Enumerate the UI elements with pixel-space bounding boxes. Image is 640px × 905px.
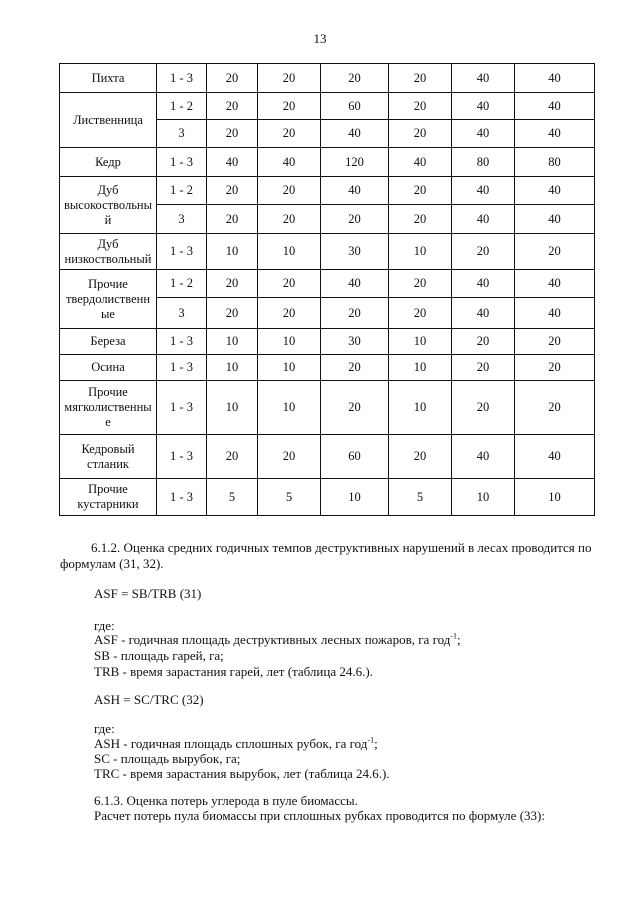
paragraph-calculation: Расчет потерь пула биомассы при сплошных рубках проводится по формуле (33): (94, 808, 545, 823)
age-class-cell: 1 - 3 (157, 435, 207, 479)
species-name-cell: Дуб высокоствольны й (60, 177, 157, 234)
value-cell: 40 (452, 93, 515, 120)
sc-definition: SC - площадь вырубок, га; (94, 751, 241, 766)
table-row (60, 234, 595, 270)
asf-definition: ASF - годичная площадь деструктивных лесных пожаров, га год$^{-1}$; (94, 631, 461, 647)
value-cell: 20 (207, 177, 258, 205)
value-cell: 20 (207, 270, 258, 298)
age-class-cell: 1 - 3 (157, 148, 207, 177)
value-cell: 20 (452, 381, 515, 435)
table-row (60, 270, 595, 298)
value-cell: 40 (258, 148, 321, 177)
value-cell: 40 (452, 205, 515, 234)
value-cell: 20 (321, 64, 389, 93)
value-cell: 20 (389, 120, 452, 148)
value-cell: 40 (452, 177, 515, 205)
table-row (60, 329, 595, 355)
age-class-cell: 1 - 3 (157, 329, 207, 355)
table-row (60, 177, 595, 205)
value-cell: 20 (207, 205, 258, 234)
trb-definition: TRB - время зарастания гарей, лет (таблица 24.6.). (94, 664, 373, 679)
species-name-cell: Дуб низкоствольный (60, 234, 157, 270)
value-cell: 20 (321, 355, 389, 381)
value-cell: 20 (258, 93, 321, 120)
age-class-cell: 3 (157, 298, 207, 329)
value-cell: 20 (207, 93, 258, 120)
value-cell: 20 (389, 205, 452, 234)
formula-32: ASH = SC/TRC (32) (94, 692, 204, 707)
species-name-cell: Осина (60, 355, 157, 381)
value-cell: 20 (515, 355, 595, 381)
value-cell: 40 (515, 435, 595, 479)
value-cell: 20 (207, 435, 258, 479)
page-number: 13 (313, 31, 327, 46)
value-cell: 40 (515, 270, 595, 298)
age-class-cell: 1 - 3 (157, 479, 207, 516)
value-cell: 5 (389, 479, 452, 516)
value-cell: 20 (258, 64, 321, 93)
species-name-cell: Кедровый стланик (60, 435, 157, 479)
value-cell: 10 (258, 329, 321, 355)
value-cell: 40 (452, 120, 515, 148)
value-cell: 40 (321, 270, 389, 298)
table-row (60, 148, 595, 177)
data-table (59, 63, 595, 516)
species-name-cell: Прочие мягколиственны е (60, 381, 157, 435)
age-class-cell: 1 - 2 (157, 93, 207, 120)
value-cell: 60 (321, 435, 389, 479)
value-cell: 10 (389, 381, 452, 435)
value-cell: 20 (389, 177, 452, 205)
species-name-cell: Прочие твердолиственн ые (60, 270, 157, 329)
age-class-cell: 1 - 2 (157, 270, 207, 298)
value-cell: 20 (452, 329, 515, 355)
value-cell: 40 (515, 93, 595, 120)
value-cell: 10 (389, 234, 452, 270)
age-class-cell: 3 (157, 120, 207, 148)
value-cell: 40 (452, 270, 515, 298)
age-class-cell: 1 - 2 (157, 177, 207, 205)
value-cell: 80 (515, 148, 595, 177)
value-cell: 80 (452, 148, 515, 177)
age-class-cell: 1 - 3 (157, 355, 207, 381)
value-cell: 120 (321, 148, 389, 177)
value-cell: 10 (321, 479, 389, 516)
table-row (60, 64, 595, 93)
value-cell: 30 (321, 234, 389, 270)
value-cell: 40 (321, 120, 389, 148)
value-cell: 5 (258, 479, 321, 516)
value-cell: 40 (515, 64, 595, 93)
value-cell: 20 (258, 205, 321, 234)
table-row (60, 93, 595, 120)
value-cell: 40 (207, 148, 258, 177)
value-cell: 20 (207, 64, 258, 93)
value-cell: 40 (452, 64, 515, 93)
age-class-cell: 1 - 3 (157, 64, 207, 93)
sb-definition: SB - площадь гарей, га; (94, 648, 224, 663)
value-cell: 40 (515, 177, 595, 205)
where-label-1: где: (94, 618, 115, 633)
paragraph-6-1-2: 6.1.2. Оценка средних годичных темпов деструктивных нарушений в лесах проводится по формулам (31, 32). (60, 540, 592, 571)
species-name-cell: Пихта (60, 64, 157, 93)
value-cell: 20 (389, 93, 452, 120)
value-cell: 20 (389, 270, 452, 298)
value-cell: 10 (515, 479, 595, 516)
table-row (60, 435, 595, 479)
value-cell: 20 (515, 234, 595, 270)
species-name-cell: Береза (60, 329, 157, 355)
value-cell: 40 (389, 148, 452, 177)
age-class-cell: 1 - 3 (157, 234, 207, 270)
value-cell: 20 (321, 381, 389, 435)
value-cell: 10 (207, 355, 258, 381)
value-cell: 20 (389, 435, 452, 479)
value-cell: 10 (207, 329, 258, 355)
trc-definition: TRC - время зарастания вырубок, лет (таблица 24.6.). (94, 766, 390, 781)
value-cell: 20 (389, 298, 452, 329)
ash-definition: ASH - годичная площадь сплошных рубок, га год$^{-1}$; (94, 735, 378, 751)
value-cell: 10 (258, 234, 321, 270)
value-cell: 20 (258, 298, 321, 329)
value-cell: 40 (452, 435, 515, 479)
value-cell: 10 (452, 479, 515, 516)
value-cell: 40 (452, 298, 515, 329)
value-cell: 20 (452, 234, 515, 270)
value-cell: 60 (321, 93, 389, 120)
value-cell: 10 (207, 381, 258, 435)
value-cell: 20 (515, 381, 595, 435)
value-cell: 40 (515, 120, 595, 148)
value-cell: 20 (258, 120, 321, 148)
paragraph-6-1-3: 6.1.3. Оценка потерь углерода в пуле биомассы. (94, 793, 358, 808)
value-cell: 20 (389, 64, 452, 93)
value-cell: 20 (258, 177, 321, 205)
value-cell: 20 (452, 355, 515, 381)
value-cell: 20 (207, 120, 258, 148)
value-cell: 20 (321, 298, 389, 329)
where-label-2: где: (94, 721, 115, 736)
value-cell: 20 (207, 298, 258, 329)
value-cell: 20 (258, 270, 321, 298)
table-row (60, 479, 595, 516)
value-cell: 10 (389, 355, 452, 381)
table-row (60, 381, 595, 435)
value-cell: 40 (321, 177, 389, 205)
species-name-cell: Лиственница (60, 93, 157, 148)
age-class-cell: 1 - 3 (157, 381, 207, 435)
value-cell: 5 (207, 479, 258, 516)
value-cell: 20 (321, 205, 389, 234)
species-name-cell: Кедр (60, 148, 157, 177)
value-cell: 10 (258, 381, 321, 435)
value-cell: 40 (515, 298, 595, 329)
table-row (60, 355, 595, 381)
value-cell: 10 (207, 234, 258, 270)
value-cell: 10 (389, 329, 452, 355)
value-cell: 10 (258, 355, 321, 381)
value-cell: 20 (258, 435, 321, 479)
value-cell: 30 (321, 329, 389, 355)
age-class-cell: 3 (157, 205, 207, 234)
value-cell: 40 (515, 205, 595, 234)
formula-31: ASF = SB/TRB (31) (94, 586, 202, 601)
species-name-cell: Прочие кустарники (60, 479, 157, 516)
value-cell: 20 (515, 329, 595, 355)
